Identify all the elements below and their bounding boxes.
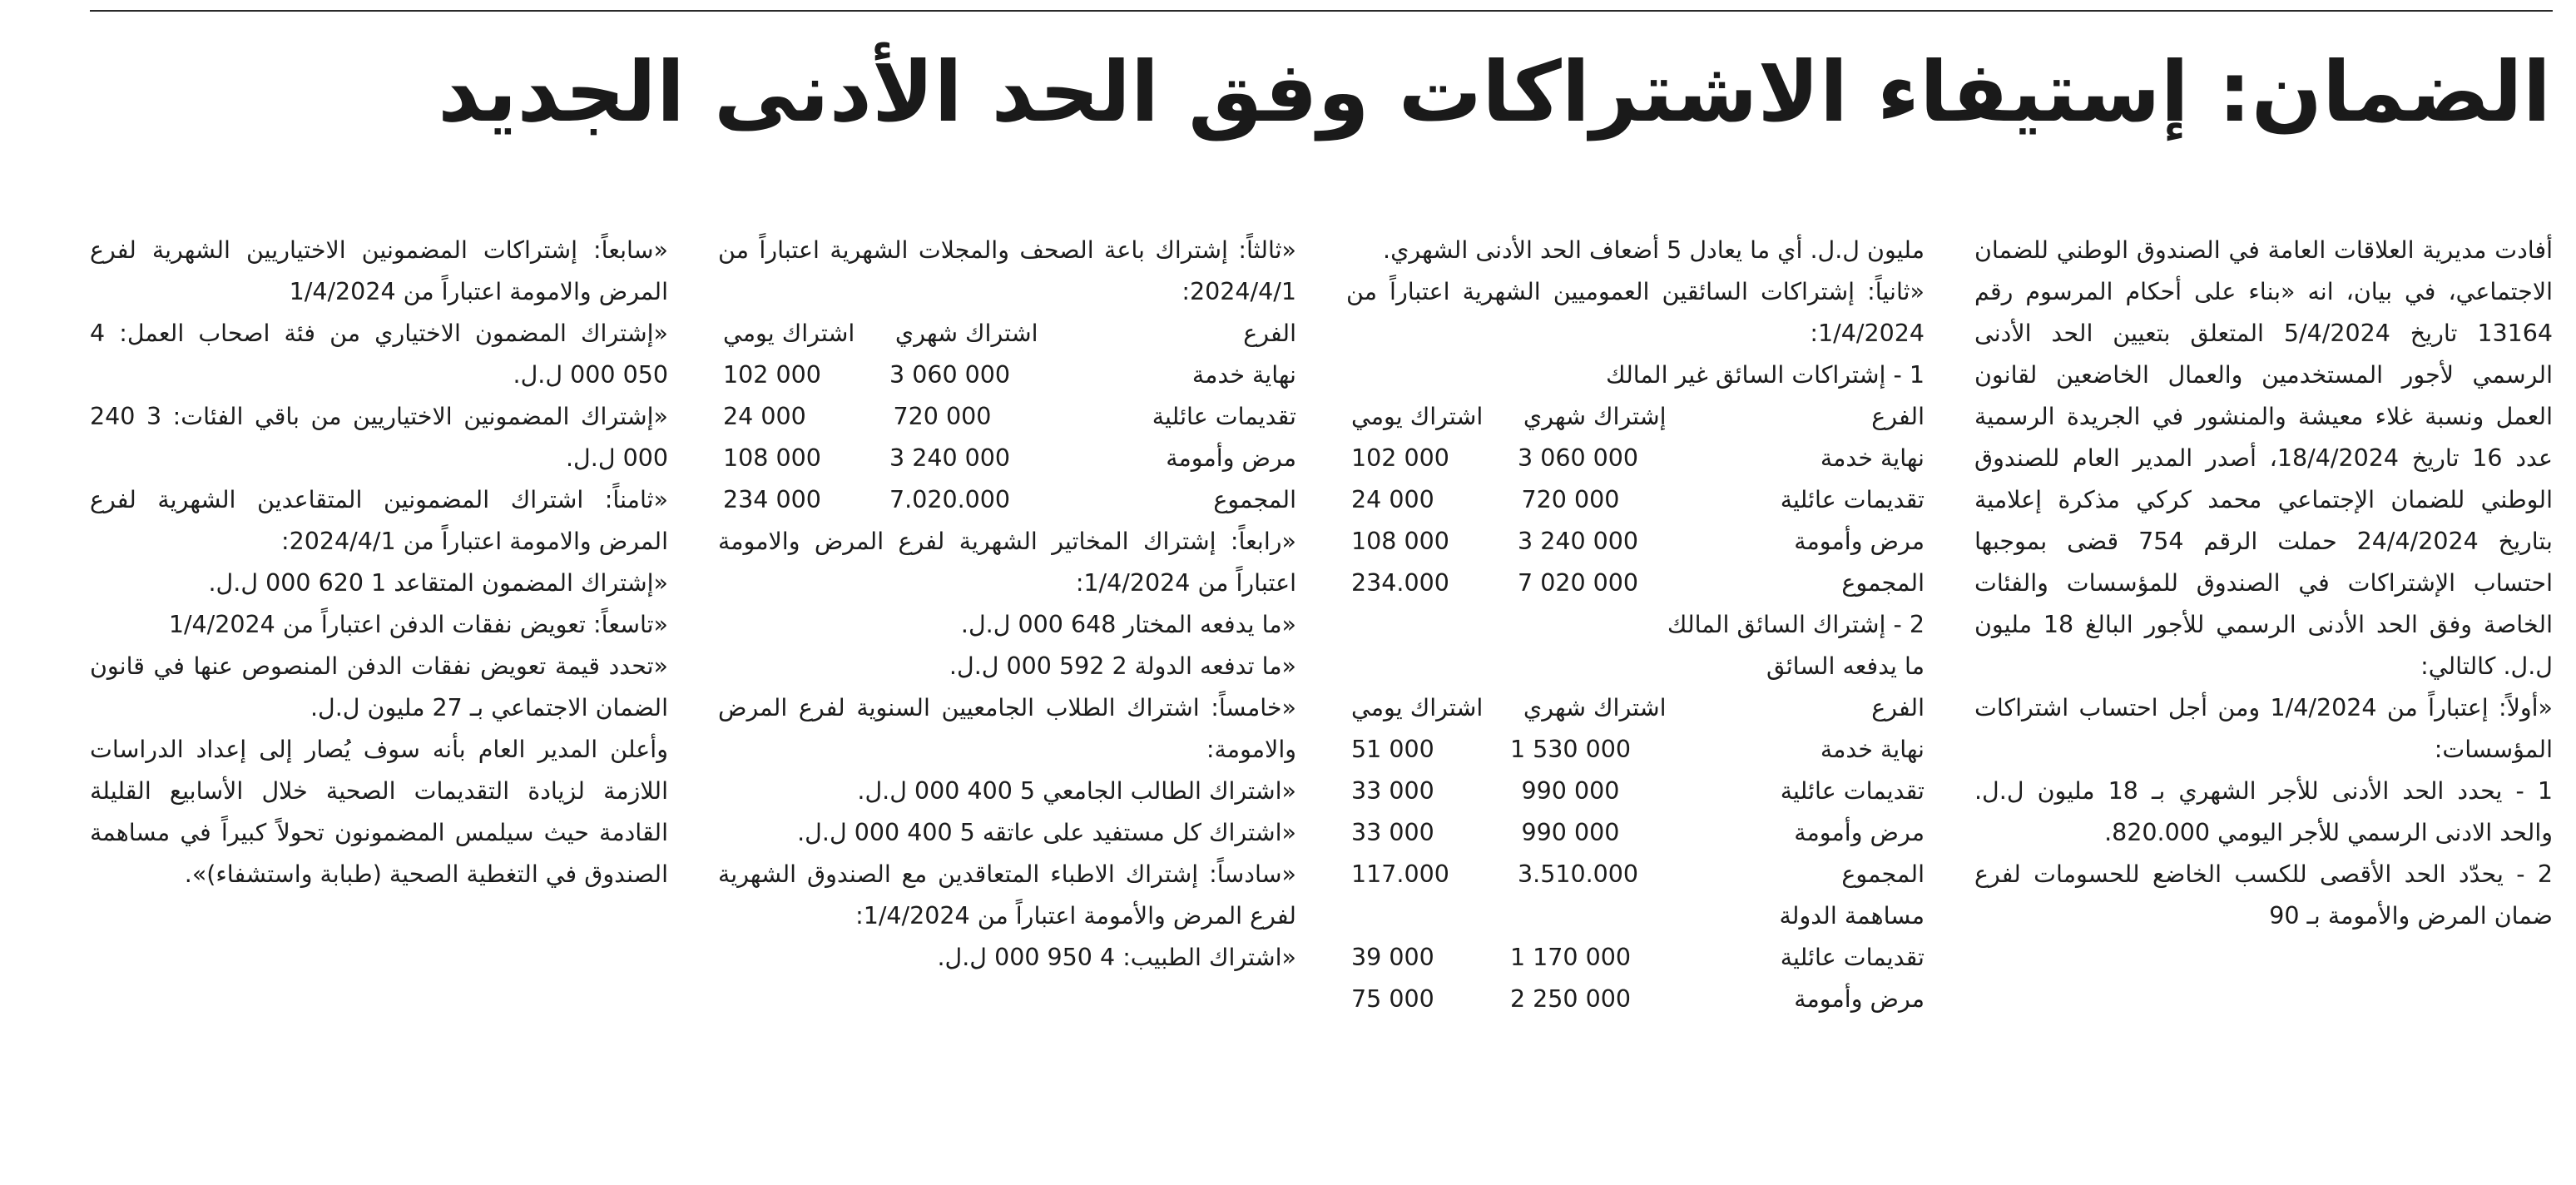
- paragraph: «ثالثاً: إشتراك باعة الصحف والمجلات الشهرية اعتباراً من 2024/4/1:: [718, 236, 1296, 305]
- table-cell: 108 000: [723, 444, 821, 472]
- table-cell: 108 000: [1351, 528, 1449, 555]
- table-row: [1346, 979, 1925, 1020]
- table-header-row: [718, 313, 1296, 355]
- table-cell: اشتراك يومي: [1351, 403, 1484, 430]
- table-cell: المجموع: [1841, 569, 1925, 597]
- table-cell: نهاية خدمة: [1191, 361, 1296, 389]
- table-cell: 990 000: [1521, 777, 1620, 805]
- table-cell: 102 000: [1351, 444, 1449, 472]
- table-cell: 234 000: [723, 486, 821, 513]
- paragraph: «ثامناً: اشتراك المضمونين المتقاعدين الشهرية لفرع المرض والامومة اعتباراً من 2024/4/1:: [90, 486, 668, 555]
- table-cell: 7 020 000: [1518, 569, 1639, 597]
- table-cell: اشتراك شهري: [1523, 694, 1667, 721]
- paragraph: «خامساً: اشتراك الطلاب الجامعيين السنوية لفرع المرض والامومة:: [718, 694, 1296, 763]
- table-row: [1346, 729, 1925, 771]
- table-cell: 3 060 000: [889, 361, 1011, 389]
- table-cell: 720 000: [893, 403, 992, 430]
- article-columns: [90, 230, 2553, 1128]
- table-cell: 117.000: [1351, 860, 1449, 888]
- table-cell: 102 000: [723, 361, 821, 389]
- table-cell: الفرع: [1243, 320, 1296, 347]
- paragraph: ما يدفعه السائق: [1766, 652, 1925, 680]
- table-row: [718, 396, 1296, 438]
- paragraph: «ما تدفعه الدولة 2 592 000 ل.ل.: [949, 652, 1296, 680]
- table-cell: المجموع: [1841, 860, 1925, 888]
- table-cell: الفرع: [1871, 403, 1925, 430]
- paragraph: «ما يدفعه المختار 648 000 ل.ل.: [960, 611, 1296, 638]
- paragraph: «سادساً: إشتراك الاطباء المتعاقدين مع الصندوق الشهرية لفرع المرض والأمومة اعتباراً من 1/4/2024:: [718, 860, 1296, 930]
- table-cell: نهاية خدمة: [1820, 444, 1925, 472]
- table-cell: 24 000: [723, 403, 806, 430]
- table-row: [1346, 521, 1925, 563]
- table-cell: 24 000: [1351, 486, 1434, 513]
- table-row: [718, 479, 1296, 521]
- table-header-row: [1346, 687, 1925, 729]
- table-row: [1346, 438, 1925, 479]
- table-cell: 33 000: [1351, 777, 1434, 805]
- table-cell: إشتراك شهري: [1523, 403, 1667, 430]
- table-cell: المجموع: [1213, 486, 1296, 513]
- headline: الضمان: إستيفاء الاشتراكات وفق الحد الأدنى الجديد: [438, 43, 2551, 141]
- paragraph: وأعلن المدير العام بأنه سوف يُصار إلى إعداد الدراسات اللازمة لزيادة التقديمات الصحية خلال الأسابيع القليلة القادمة حيث سيلمس المضمونون تحولاً كبيراً في مساهمة الصندوق في التغطية الصحية (طبابة واستشفاء)».: [90, 736, 668, 888]
- paragraph: «اشتراك كل مستفيد على عاتقه 5 400 000 ل.ل.: [797, 819, 1296, 846]
- table-cell: 75 000: [1351, 985, 1434, 1013]
- table-cell: 1 170 000: [1509, 944, 1631, 971]
- paragraph: «إشتراك المضمون الاختياري من فئة اصحاب العمل: 4 050 000 ل.ل.: [90, 320, 668, 389]
- column-3: [718, 230, 1296, 1128]
- paragraph: 1 - يحدد الحد الأدنى للأجر الشهري بـ 18 مليون ل.ل. والحد الادنى الرسمي للأجر اليومي 820.000.: [1974, 777, 2553, 846]
- paragraph: مليون ل.ل. أي ما يعادل 5 أضعاف الحد الأدنى الشهري.: [1383, 236, 1925, 264]
- paragraph: «تاسعاً: تعويض نفقات الدفن اعتباراً من 1/4/2024: [168, 611, 668, 638]
- table-cell: 33 000: [1351, 819, 1434, 846]
- table-row: [1346, 771, 1925, 812]
- column-1: [1974, 230, 2553, 1128]
- table-row: [1346, 812, 1925, 854]
- table-row: [718, 438, 1296, 479]
- table-row: [1346, 854, 1925, 895]
- table-cell: 39 000: [1351, 944, 1434, 971]
- table-cell: تقديمات عائلية: [1780, 944, 1925, 971]
- paragraph: «أولاً: إعتباراً من 1/4/2024 ومن أجل احتساب اشتراكات المؤسسات:: [1974, 694, 2553, 763]
- paragraph: «ثانياً: إشتراكات السائقين العموميين الشهرية اعتباراً من 1/4/2024:: [1346, 278, 1925, 347]
- column-2: [1346, 230, 1925, 1128]
- table-cell: مرض وأمومة: [1794, 528, 1925, 555]
- table-cell: 234.000: [1351, 569, 1449, 597]
- top-rule: [90, 10, 2553, 12]
- paragraph: 1 - إشتراكات السائق غير المالك: [1606, 361, 1925, 389]
- column-4: [90, 230, 668, 1128]
- paragraph: «إشتراك المضمونين الاختياريين من باقي الفئات: 3 240 000 ل.ل.: [90, 403, 668, 472]
- table-row: [1346, 563, 1925, 604]
- table-cell: 3.510.000: [1518, 860, 1639, 888]
- table-cell: 7.020.000: [889, 486, 1011, 513]
- table-row: [1346, 479, 1925, 521]
- paragraph: «اشتراك الطالب الجامعي 5 400 000 ل.ل.: [857, 777, 1296, 805]
- table-cell: 3 060 000: [1518, 444, 1639, 472]
- table-cell: مرض وأمومة: [1166, 444, 1296, 472]
- paragraph: «اشتراك الطبيب: 4 950 000 ل.ل.: [937, 944, 1296, 971]
- table-cell: 990 000: [1521, 819, 1620, 846]
- table-cell: 720 000: [1521, 486, 1620, 513]
- table-cell: 51 000: [1351, 736, 1434, 763]
- table-cell: 2 250 000: [1509, 985, 1631, 1013]
- paragraph: 2 - إشتراك السائق المالك: [1667, 611, 1925, 638]
- paragraph: «سابعاً: إشتراكات المضمونين الاختياريين الشهرية لفرع المرض والامومة اعتباراً من 1/4/2024: [90, 236, 668, 305]
- table-cell: 3 240 000: [1518, 528, 1639, 555]
- table-cell: 1 530 000: [1509, 736, 1631, 763]
- paragraph: أفادت مديرية العلاقات العامة في الصندوق الوطني للضمان الاجتماعي، في بيان، انه «بناء على أحكام المرسوم رقم 13164 تاريخ 5/4/2024 المتعلق بتعيين الحد الأدنى الرسمي لأجور المستخدمين والعمال الخاضعين لقانون العمل ونسبة غلاء معيشة والمنشور في الجريدة الرسمية عدد 16 تاريخ 18/4/2024، أصدر المدير العام للصندوق الوطني للضمان الإجتماعي محمد كركي مذكرة إعلامية بتاريخ 24/4/2024 حملت الرقم 754 قضى بموجبها احتساب الإشتراكات في الصندوق للمؤسسات والفئات الخاصة وفق الحد الأدنى الرسمي للأجور البالغ 18 مليون ل.ل. كالتالي:: [1974, 236, 2553, 680]
- table-cell: تقديمات عائلية: [1780, 777, 1925, 805]
- paragraph: «تحدد قيمة تعويض نفقات الدفن المنصوص عنها في قانون الضمان الاجتماعي بـ 27 مليون ل.ل.: [90, 652, 668, 721]
- paragraph: «إشتراك المضمون المتقاعد 1 620 000 ل.ل.: [208, 569, 668, 597]
- table-cell: مرض وأمومة: [1794, 985, 1925, 1013]
- table-cell: مرض وأمومة: [1794, 819, 1925, 846]
- table-cell: نهاية خدمة: [1820, 736, 1925, 763]
- table-row: [1346, 937, 1925, 979]
- table-cell: الفرع: [1871, 694, 1925, 721]
- table-row: [718, 355, 1296, 396]
- table-cell: اشتراك يومي: [1351, 694, 1484, 721]
- paragraph: 2 - يحدّد الحد الأقصى للكسب الخاضع للحسومات لفرع ضمان المرض والأمومة بـ 90: [1974, 860, 2553, 930]
- table-cell: اشتراك يومي: [723, 320, 855, 347]
- table-header-row: [1346, 396, 1925, 438]
- table-cell: 3 240 000: [889, 444, 1011, 472]
- paragraph: مساهمة الدولة: [1779, 902, 1925, 930]
- table-cell: تقديمات عائلية: [1780, 486, 1925, 513]
- table-cell: تقديمات عائلية: [1152, 403, 1296, 430]
- table-cell: اشتراك شهري: [894, 320, 1038, 347]
- paragraph: «رابعاً: إشتراك المخاتير الشهرية لفرع المرض والامومة اعتباراً من 1/4/2024:: [718, 528, 1296, 597]
